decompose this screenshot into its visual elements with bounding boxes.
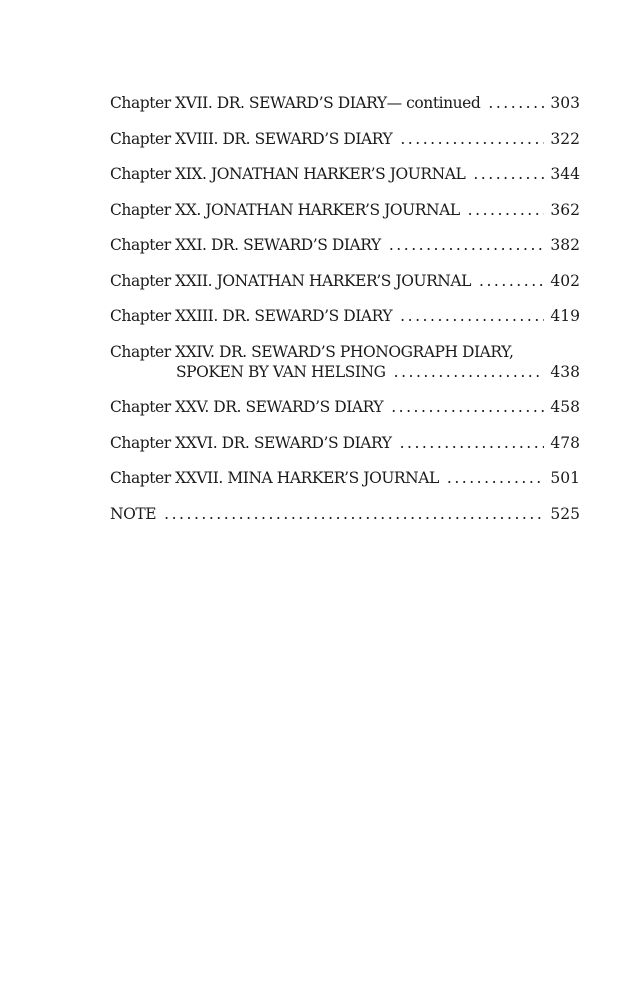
toc-entry-page-number: 458 xyxy=(550,398,580,416)
dot-leader xyxy=(389,235,545,255)
toc-entry-note[interactable] xyxy=(110,504,580,524)
toc-entry-page-number: 438 xyxy=(550,362,580,381)
toc-entry-title: Chapter XXVII. MINA HARKER’S JOURNAL xyxy=(110,469,439,487)
toc-entry-page-number: 478 xyxy=(550,433,580,452)
toc-entry-title: Chapter XVII. DR. SEWARD’S DIARY— continued xyxy=(110,94,481,112)
toc-entry-page-number: 344 xyxy=(550,165,580,183)
toc-entry-title: Chapter XXIII. DR. SEWARD’S DIARY xyxy=(110,307,393,325)
toc-entry-chapter-25[interactable] xyxy=(110,397,580,417)
dot-leader xyxy=(479,271,544,291)
toc-entry-title: Chapter XXI. DR. SEWARD’S DIARY xyxy=(110,236,381,254)
toc-entry-page-number: 501 xyxy=(550,469,580,487)
toc-entry-page-number: 303 xyxy=(550,94,580,112)
dot-leader xyxy=(400,433,545,453)
dot-leader xyxy=(164,504,544,524)
toc-entry-page-number: 322 xyxy=(550,129,580,148)
toc-entry-title: Chapter XXV. DR. SEWARD’S DIARY xyxy=(110,398,384,416)
table-of-contents xyxy=(110,93,580,539)
toc-entry-chapter-26[interactable] xyxy=(110,433,580,453)
toc-entry-page-number: 382 xyxy=(550,236,580,254)
dot-leader xyxy=(400,306,544,326)
toc-entry-page-number: 402 xyxy=(550,271,580,290)
dot-leader xyxy=(473,164,544,184)
dot-leader xyxy=(391,397,544,417)
toc-entry-chapter-18[interactable] xyxy=(110,129,580,149)
dot-leader xyxy=(488,93,544,113)
toc-entry-chapter-24[interactable] xyxy=(110,342,580,382)
toc-entry-title-line-1: Chapter XXIV. DR. SEWARD’S PHONOGRAPH DIARY, xyxy=(110,342,514,361)
toc-entry-title: Chapter XXII. JONATHAN HARKER’S JOURNAL xyxy=(110,271,472,290)
toc-entry-chapter-19[interactable] xyxy=(110,164,580,184)
toc-entry-title-line-2: SPOKEN BY VAN HELSING xyxy=(176,362,386,381)
toc-entry-title: Chapter XIX. JONATHAN HARKER’S JOURNAL xyxy=(110,165,466,183)
dot-leader xyxy=(468,200,545,220)
toc-entry-page-number: 419 xyxy=(550,307,580,325)
toc-entry-title: Chapter XVIII. DR. SEWARD’S DIARY xyxy=(110,129,393,148)
dot-leader xyxy=(447,468,545,488)
toc-entry-title: Chapter XX. JONATHAN HARKER’S JOURNAL xyxy=(110,200,460,219)
toc-entry-chapter-22[interactable] xyxy=(110,271,580,291)
toc-entry-chapter-20[interactable] xyxy=(110,200,580,220)
toc-entry-title: NOTE xyxy=(110,504,157,523)
toc-entry-chapter-21[interactable] xyxy=(110,235,580,255)
toc-entry-page-number: 525 xyxy=(550,504,580,523)
dot-leader xyxy=(394,362,545,382)
toc-entry-chapter-27[interactable] xyxy=(110,468,580,488)
dot-leader xyxy=(400,129,544,149)
toc-entry-chapter-23[interactable] xyxy=(110,306,580,326)
toc-entry-chapter-17[interactable] xyxy=(110,93,580,113)
toc-entry-page-number: 362 xyxy=(550,200,580,219)
toc-entry-title: Chapter XXVI. DR. SEWARD’S DIARY xyxy=(110,433,392,452)
